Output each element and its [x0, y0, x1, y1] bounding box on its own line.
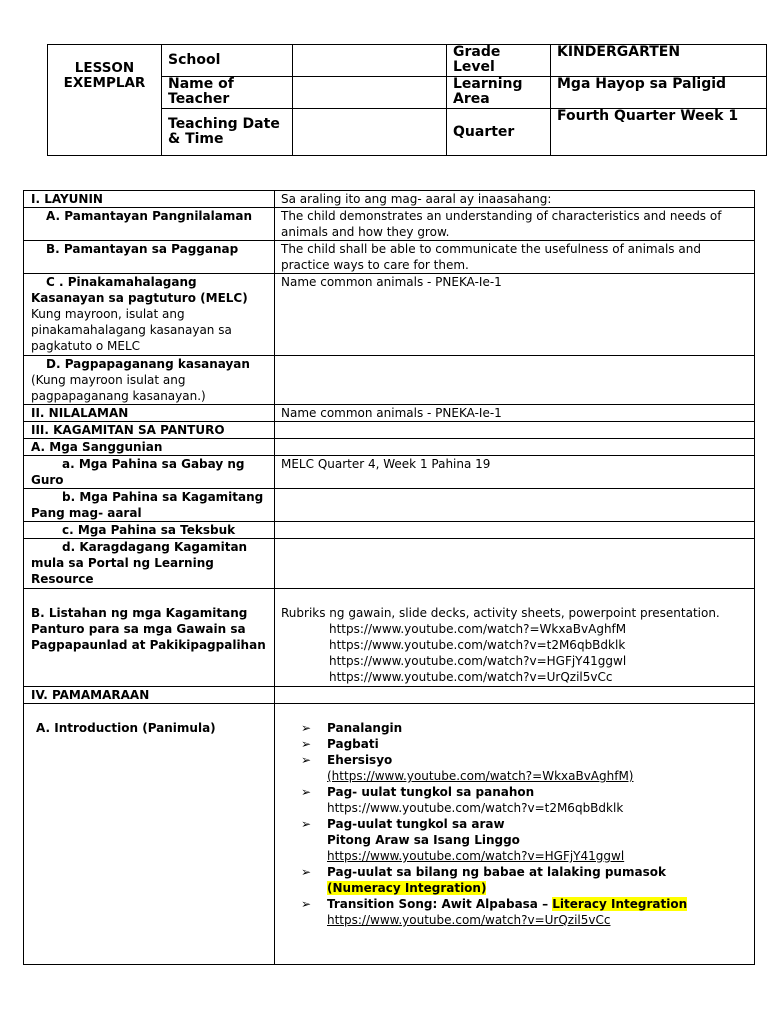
kagamitan-value [275, 422, 755, 439]
layunin-value: Sa araling ito ang mag- aaral ay inaasahang: [275, 191, 755, 208]
lesson-plan-table [23, 190, 755, 965]
introduction-value [275, 704, 755, 965]
list-item [281, 752, 748, 784]
lesson-header-table [47, 44, 767, 156]
school-label: School [162, 45, 293, 77]
listahan-link-4[interactable]: https://www.youtube.com/watch?v=UrQzil5vCc [329, 670, 613, 684]
listahan-link-3[interactable]: https://www.youtube.com/watch?v=HGFjY41ggwl [329, 654, 627, 668]
list-item [281, 736, 748, 752]
listahan-text: Rubriks ng gawain, slide decks, activity sheets, powerpoint presentation. [281, 606, 720, 620]
arrow-bullet-icon: ➢ [301, 897, 312, 911]
listahan-link-2[interactable]: https://www.youtube.com/watch?v=t2M6qbBdklk [329, 638, 626, 652]
pamantayan-pangnilalaman-value: The child demonstrates an understanding of characteristics and needs of animals and how they grow. [275, 208, 755, 241]
melc-label-note: Kung mayroon, isulat ang pinakamahalagang kasanayan sa pagkatuto o MELC [31, 307, 232, 353]
gabay-guro-label [24, 456, 275, 489]
karagdagang-kagamitan-value [275, 539, 755, 589]
pagpapaganang-label-note: (Kung mayroon isulat ang pagpapaganang kasanayan.) [31, 373, 206, 403]
list-item [281, 816, 748, 864]
kagamitan-label: III. KAGAMITAN SA PANTURO [24, 422, 275, 439]
arrow-bullet-icon: ➢ [301, 865, 312, 879]
arrow-bullet-icon: ➢ [301, 817, 312, 831]
teaching-date-label: Teaching Date & Time [162, 109, 293, 156]
learning-area-value: Mga Hayop sa Paligid [551, 77, 767, 109]
pamamaraan-label: IV. PAMAMARAAN [24, 687, 275, 704]
nilalaman-label: II. NILALAMAN [24, 405, 275, 422]
gabay-guro-label-text: a. Mga Pahina sa Gabay ng Guro [31, 457, 245, 487]
listahan-label: B. Listahan ng mga Kagamitang Panturo para sa mga Gawain sa Pagpapaunlad at Pakikipagpalihan [24, 589, 275, 687]
pitong-araw-text: Pitong Araw sa Isang Linggo [327, 833, 520, 847]
teksbuk-label [24, 522, 275, 539]
sanggunian-value [275, 439, 755, 456]
list-item [281, 784, 748, 816]
pagpapaganang-value [275, 356, 755, 405]
arrow-bullet-icon: ➢ [301, 785, 312, 799]
pagpapaganang-label [24, 356, 275, 405]
grade-level-label: Grade Level [447, 45, 551, 77]
karagdagang-kagamitan-label-text: d. Karagdagang Kagamitan mula sa Portal ng Learning Resource [31, 540, 248, 586]
pamantayan-pagganap-value: The child shall be able to communicate the usefulness of animals and practice ways to care for them. [275, 241, 755, 274]
introduction-list [281, 720, 748, 928]
introduction-label: A. Introduction (Panimula) [24, 704, 275, 965]
list-item [281, 896, 748, 928]
arrow-bullet-icon: ➢ [301, 753, 312, 767]
bilang-text: Pag-uulat sa bilang ng babae at lalaking pumasok [327, 865, 666, 879]
layunin-label: I. LAYUNIN [24, 191, 275, 208]
teaching-date-value [293, 109, 447, 156]
gabay-guro-value: MELC Quarter 4, Week 1 Pahina 19 [275, 456, 755, 489]
literacy-integration-highlight: Literacy Integration [552, 897, 688, 911]
melc-label-bold: C . Pinakamahalagang Kasanayan sa pagtuturo (MELC) [31, 275, 248, 305]
panahon-link[interactable]: https://www.youtube.com/watch?v=t2M6qbBdklk [327, 801, 624, 815]
melc-value: Name common animals - PNEKA-Ie-1 [275, 274, 755, 356]
pamantayan-pangnilalaman-label: A. Pamantayan Pangnilalaman [24, 208, 275, 241]
panahon-text: Pag- uulat tungkol sa panahon [327, 785, 535, 799]
quarter-value: Fourth Quarter Week 1 [551, 109, 767, 156]
transition-song-text: Transition Song: Awit Alpabasa – [327, 897, 553, 911]
nilalaman-value: Name common animals - PNEKA-Ie-1 [275, 405, 755, 422]
araw-text: Pag-uulat tungkol sa araw [327, 817, 505, 831]
pagpapaganang-label-bold: D. Pagpapaganang kasanayan [46, 357, 250, 371]
grade-level-value: KINDERGARTEN [551, 45, 767, 77]
learning-area-label: Learning Area [447, 77, 551, 109]
teacher-value [293, 77, 447, 109]
pamantayan-pagganap-label: B. Pamantayan sa Pagganap [24, 241, 275, 274]
listahan-value [275, 589, 755, 687]
lesson-exemplar-title: LESSON EXEMPLAR [48, 45, 162, 156]
kagamitang-mag-aaral-value [275, 489, 755, 522]
ehersisyo-link[interactable]: (https://www.youtube.com/watch?=WkxaBvAghfM) [327, 769, 634, 783]
araw-link[interactable]: https://www.youtube.com/watch?v=HGFjY41ggwl [327, 849, 625, 863]
melc-label [24, 274, 275, 356]
teacher-label: Name of Teacher [162, 77, 293, 109]
quarter-label: Quarter [447, 109, 551, 156]
karagdagang-kagamitan-label [24, 539, 275, 589]
ehersisyo-text: Ehersisyo [327, 753, 393, 767]
arrow-bullet-icon: ➢ [301, 737, 312, 751]
teksbuk-label-text: c. Mga Pahina sa Teksbuk [62, 523, 236, 537]
sanggunian-label: A. Mga Sanggunian [24, 439, 275, 456]
school-value [293, 45, 447, 77]
list-item [281, 864, 748, 896]
panalangin-text: Panalangin [327, 721, 403, 735]
list-item [281, 720, 748, 736]
arrow-bullet-icon: ➢ [301, 721, 312, 735]
listahan-link-1[interactable]: https://www.youtube.com/watch?=WkxaBvAghfM [329, 622, 627, 636]
pagbati-text: Pagbati [327, 737, 379, 751]
numeracy-integration-highlight: (Numeracy Integration) [327, 881, 487, 895]
kagamitang-mag-aaral-label [24, 489, 275, 522]
kagamitang-mag-aaral-label-text: b. Mga Pahina sa Kagamitang Pang mag- aaral [31, 490, 264, 520]
pamamaraan-value [275, 687, 755, 704]
teksbuk-value [275, 522, 755, 539]
transition-song-link[interactable]: https://www.youtube.com/watch?v=UrQzil5vCc [327, 913, 611, 927]
